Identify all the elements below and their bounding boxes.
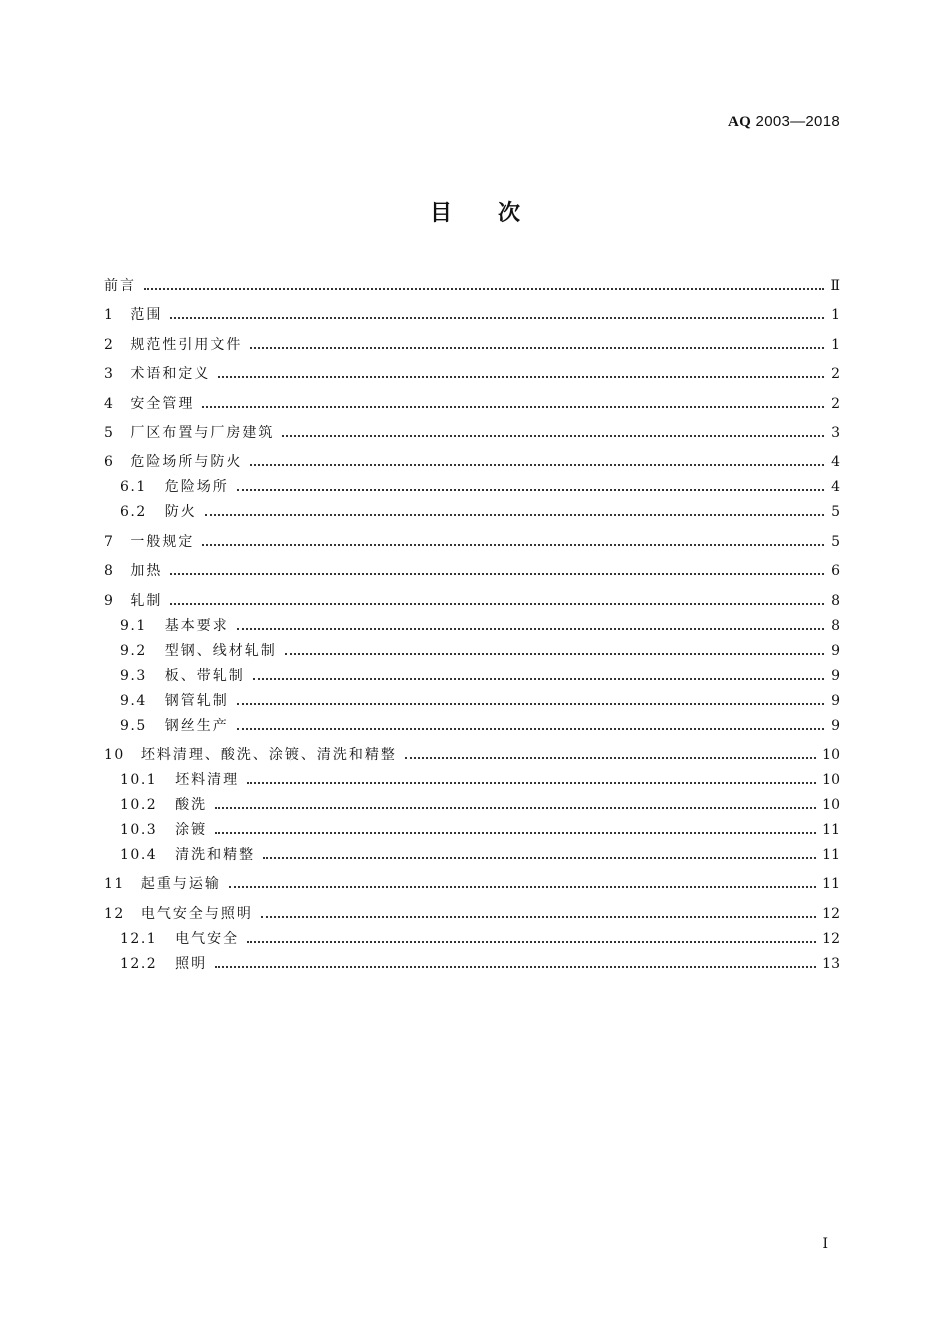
toc-entry-page: 4: [831, 479, 840, 496]
toc-dot-leader: [285, 653, 824, 655]
toc-dot-leader: [205, 514, 824, 516]
toc-entry[interactable]: [104, 361, 840, 383]
toc-entry-page: 3: [831, 424, 840, 441]
toc-entry[interactable]: [104, 529, 840, 551]
toc-entry-number: 12: [104, 905, 125, 922]
toc-entry-page: 9: [831, 692, 840, 709]
toc-entry[interactable]: [104, 420, 840, 442]
toc-entry-number: 9.4: [120, 692, 147, 709]
toc-entry-number: 9.5: [120, 717, 147, 734]
toc-entry-page: 5: [831, 504, 840, 521]
toc-entry-number: 9.3: [120, 667, 147, 684]
toc-entry-page: 8: [831, 617, 840, 634]
toc-entry-page: 9: [831, 717, 840, 734]
toc-entry-page: 1: [831, 336, 840, 353]
toc-entry[interactable]: [104, 474, 840, 496]
toc-entry-number: 11: [104, 876, 125, 893]
toc-entry-label: 基本要求: [164, 617, 229, 634]
toc-entry-label: 术语和定义: [130, 366, 211, 383]
toc-entry-page: 8: [831, 592, 840, 609]
toc-entry-page: 11: [822, 846, 840, 863]
toc-entry-number: 12.2: [120, 955, 158, 972]
toc-dot-leader: [247, 941, 816, 943]
toc-entry-number: 10.2: [120, 796, 158, 813]
toc-entry[interactable]: [104, 817, 840, 839]
toc-entry[interactable]: [104, 613, 840, 635]
toc-entry-label: 厂区布置与厂房建筑: [130, 424, 275, 441]
footer-page-number: I: [822, 1236, 828, 1252]
toc-entry-page: 5: [831, 533, 840, 550]
toc-entry-label: 钢管轧制: [164, 692, 229, 709]
toc-entry-label: 照明: [175, 955, 208, 972]
toc-entry-label: 规范性引用文件: [130, 336, 243, 353]
toc-entry-number: 8: [104, 563, 115, 580]
toc-entry[interactable]: [104, 713, 840, 735]
toc-entry-page: 2: [831, 366, 840, 383]
toc-dot-leader: [170, 603, 824, 605]
toc-entry-number: 2: [104, 336, 115, 353]
toc-dot-leader: [144, 288, 824, 290]
toc-entry-label: 起重与运输: [140, 876, 221, 893]
toc-entry[interactable]: [104, 663, 840, 685]
toc-entry[interactable]: [104, 638, 840, 660]
toc-entry-page: 4: [831, 454, 840, 471]
toc-entry[interactable]: [104, 842, 840, 864]
toc-entry-label: 涂镀: [175, 821, 208, 838]
toc-entry[interactable]: [104, 926, 840, 948]
table-of-contents: [104, 273, 840, 973]
toc-entry-page: 9: [831, 667, 840, 684]
toc-entry-number: 6: [104, 454, 115, 471]
toc-entry[interactable]: [104, 499, 840, 521]
toc-entry-number: 10.4: [120, 846, 158, 863]
toc-dot-leader: [237, 628, 824, 630]
toc-dot-leader: [202, 406, 824, 408]
toc-dot-leader: [405, 757, 816, 759]
toc-entry-number: 5: [104, 424, 115, 441]
toc-entry-page: 2: [831, 395, 840, 412]
toc-entry-label: 电气安全: [175, 930, 240, 947]
toc-entry-number: 10.3: [120, 821, 158, 838]
toc-dot-leader: [253, 678, 824, 680]
toc-dot-leader: [237, 489, 824, 491]
toc-entry-number: 10.1: [120, 771, 158, 788]
toc-dot-leader: [218, 376, 824, 378]
toc-entry-number: 6.1: [120, 479, 147, 496]
toc-entry[interactable]: [104, 273, 840, 295]
toc-entry[interactable]: [104, 871, 840, 893]
toc-dot-leader: [237, 728, 824, 730]
toc-entry-number: 1: [104, 307, 115, 324]
toc-dot-leader: [215, 966, 816, 968]
toc-entry[interactable]: [104, 449, 840, 471]
toc-entry[interactable]: [104, 558, 840, 580]
toc-entry[interactable]: [104, 951, 840, 973]
toc-entry-label: 坯料清理、酸洗、涂镀、清洗和精整: [140, 746, 397, 763]
toc-dot-leader: [247, 782, 816, 784]
toc-dot-leader: [263, 857, 816, 859]
toc-entry-label: 前言: [104, 278, 136, 294]
toc-entry-label: 一般规定: [130, 533, 195, 550]
toc-entry-label: 轧制: [130, 592, 163, 609]
toc-dot-leader: [229, 886, 816, 888]
toc-entry-page: 11: [822, 876, 840, 893]
toc-entry-label: 加热: [130, 563, 163, 580]
toc-entry-label: 安全管理: [130, 395, 195, 412]
toc-dot-leader: [215, 832, 816, 834]
toc-entry-page: 10: [822, 746, 840, 763]
toc-entry-number: 9: [104, 592, 115, 609]
page-title: 目次: [429, 201, 566, 226]
toc-dot-leader: [170, 573, 824, 575]
toc-entry-number: 4: [104, 395, 115, 412]
toc-entry-number: 6.2: [120, 504, 147, 521]
toc-entry[interactable]: [104, 792, 840, 814]
toc-entry-label: 钢丝生产: [164, 717, 229, 734]
toc-entry-label: 清洗和精整: [175, 846, 256, 863]
toc-dot-leader: [237, 703, 824, 705]
toc-entry-page: 12: [822, 930, 840, 947]
toc-dot-leader: [215, 807, 816, 809]
toc-dot-leader: [250, 464, 824, 466]
toc-entry-label: 防火: [164, 504, 197, 521]
toc-entry-number: 12.1: [120, 930, 158, 947]
toc-entry-label: 坯料清理: [175, 771, 240, 788]
toc-entry-number: 10: [104, 746, 125, 763]
toc-entry-page: 10: [822, 771, 840, 788]
toc-entry[interactable]: [104, 688, 840, 710]
toc-entry[interactable]: [104, 391, 840, 413]
toc-entry-label: 型钢、线材轧制: [164, 642, 277, 659]
toc-entry-label: 板、带轧制: [164, 667, 245, 684]
toc-entry[interactable]: [104, 332, 840, 354]
toc-dot-leader: [170, 317, 824, 319]
toc-entry-page: 11: [822, 821, 840, 838]
document-code-number: 2003—2018: [755, 113, 840, 130]
toc-entry-page: 6: [831, 563, 840, 580]
toc-entry-label: 电气安全与照明: [140, 905, 253, 922]
document-code-prefix: AQ: [727, 114, 752, 130]
toc-dot-leader: [250, 347, 824, 349]
toc-dot-leader: [282, 435, 824, 437]
toc-entry-label: 范围: [130, 307, 163, 324]
toc-entry[interactable]: [104, 767, 840, 789]
toc-entry[interactable]: [104, 901, 840, 923]
toc-entry-page: 12: [822, 905, 840, 922]
toc-entry-label: 危险场所与防火: [130, 454, 243, 471]
toc-entry-page: 10: [822, 796, 840, 813]
toc-entry-number: 7: [104, 533, 115, 550]
document-code: [728, 113, 840, 131]
toc-entry[interactable]: [104, 588, 840, 610]
toc-entry[interactable]: [104, 302, 840, 324]
toc-dot-leader: [261, 916, 816, 918]
toc-entry-page: 1: [831, 307, 840, 324]
toc-entry-label: 危险场所: [164, 479, 229, 496]
toc-entry-number: 3: [104, 366, 115, 383]
toc-entry-number: 9.2: [120, 642, 147, 659]
toc-entry-number: 9.1: [120, 617, 147, 634]
toc-entry[interactable]: [104, 742, 840, 764]
toc-entry-page: 13: [822, 955, 840, 972]
toc-dot-leader: [202, 544, 824, 546]
toc-entry-page: Ⅱ: [830, 278, 840, 294]
toc-entry-label: 酸洗: [175, 796, 208, 813]
toc-entry-page: 9: [831, 642, 840, 659]
